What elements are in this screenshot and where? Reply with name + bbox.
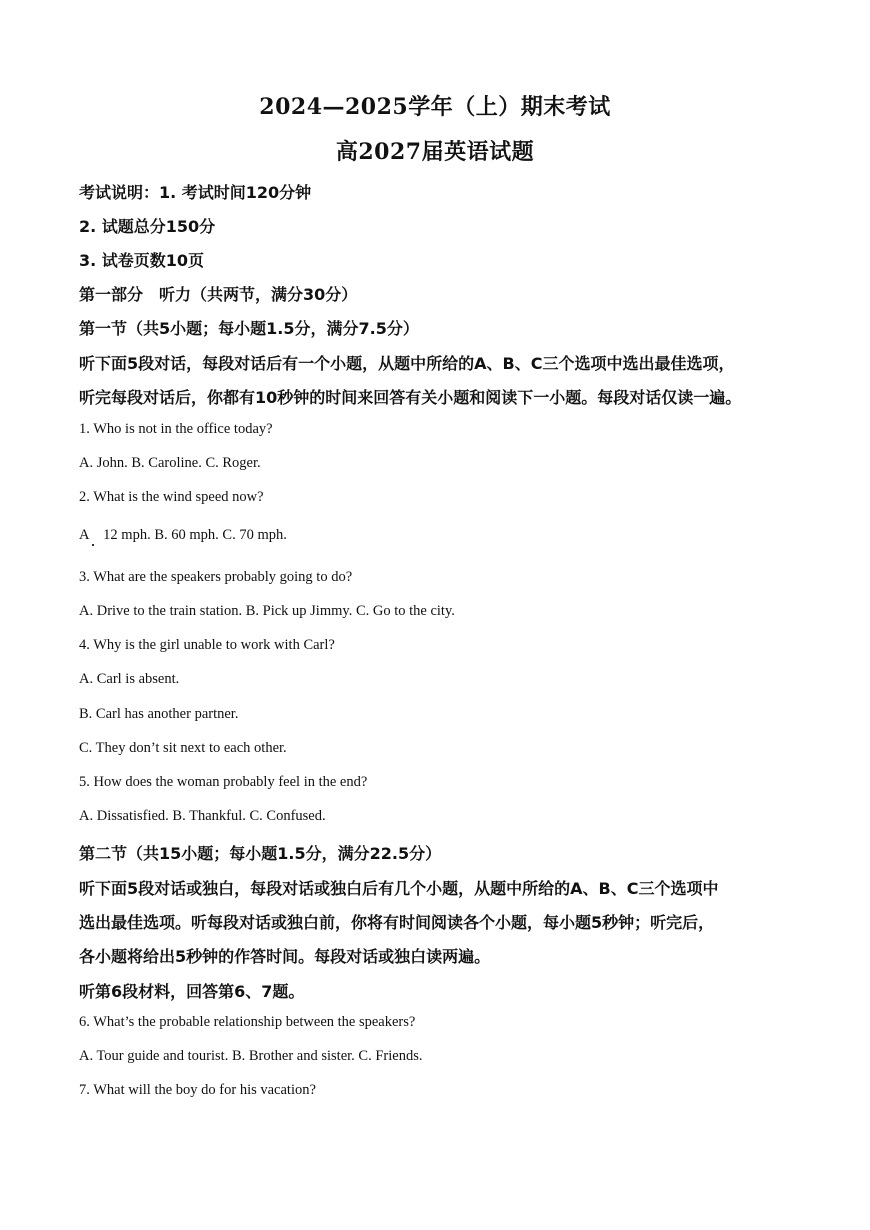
question-7: 7. What will the boy do for his vacation? bbox=[79, 1082, 316, 1098]
question-2: 2. What is the wind speed now? bbox=[79, 489, 264, 505]
part1-heading: 第一部分 听力（共两节，满分30分） bbox=[79, 285, 358, 304]
question-4: 4. Why is the girl unable to work with Carl? bbox=[79, 637, 335, 653]
question-5-options: A. Dissatisfied. B. Thankful. C. Confused. bbox=[79, 808, 326, 824]
section2-instructions: 各小题将给出5秒钟的作答时间。每段对话或独白读两遍。 bbox=[79, 947, 491, 966]
exam-title: 2024—2025学年（上）期末考试 bbox=[259, 94, 611, 120]
question-4-option-c: C. They don’t sit next to each other. bbox=[79, 740, 287, 756]
question-1-options: A. John. B. Caroline. C. Roger. bbox=[79, 455, 261, 471]
question-3-options: A. Drive to the train station. B. Pick up Jimmy. C. Go to the city. bbox=[79, 603, 455, 619]
exam-note-score: 2. 试题总分150分 bbox=[79, 217, 216, 236]
question-1: 1. Who is not in the office today? bbox=[79, 421, 273, 437]
section1-heading: 第一节（共5小题；每小题1.5分，满分7.5分） bbox=[79, 319, 419, 338]
section2-instructions: 选出最佳选项。听每段对话或独白前，你将有时间阅读各个小题，每小题5秒钟；听完后， bbox=[79, 913, 715, 932]
scan-artifact-dot bbox=[92, 544, 94, 546]
question-4-option-b: B. Carl has another partner. bbox=[79, 706, 239, 722]
exam-subtitle: 高2027届英语试题 bbox=[335, 139, 535, 165]
section1-instructions: 听下面5段对话，每段对话后有一个小题，从题中所给的A、B、C三个选项中选出最佳选项， bbox=[79, 354, 735, 373]
question-4-option-a: A. Carl is absent. bbox=[79, 671, 180, 687]
exam-note-pages: 3. 试卷页数10页 bbox=[79, 251, 205, 270]
section2-instructions: 听下面5段对话或独白，每段对话或独白后有几个小题，从题中所给的A、B、C三个选项中 bbox=[79, 879, 719, 898]
question-6: 6. What’s the probable relationship between the speakers? bbox=[79, 1014, 416, 1030]
section2-heading: 第二节（共15小题；每小题1.5分，满分22.5分） bbox=[79, 844, 442, 863]
section1-instructions: 听完每段对话后，你都有10秒钟的时间来回答有关小题和阅读下一小题。每段对话仅读一遍。 bbox=[79, 388, 742, 407]
question-6-options: A. Tour guide and tourist. B. Brother and sister. C. Friends. bbox=[79, 1048, 423, 1064]
question-5: 5. How does the woman probably feel in the end? bbox=[79, 774, 368, 790]
question-2-options: A 12 mph. B. 60 mph. C. 70 mph. bbox=[79, 527, 287, 543]
exam-note-time: 考试说明：1. 考试时间120分钟 bbox=[79, 183, 312, 202]
material-6-heading: 听第6段材料，回答第6、7题。 bbox=[79, 982, 305, 1001]
question-3: 3. What are the speakers probably going to do? bbox=[79, 569, 353, 585]
